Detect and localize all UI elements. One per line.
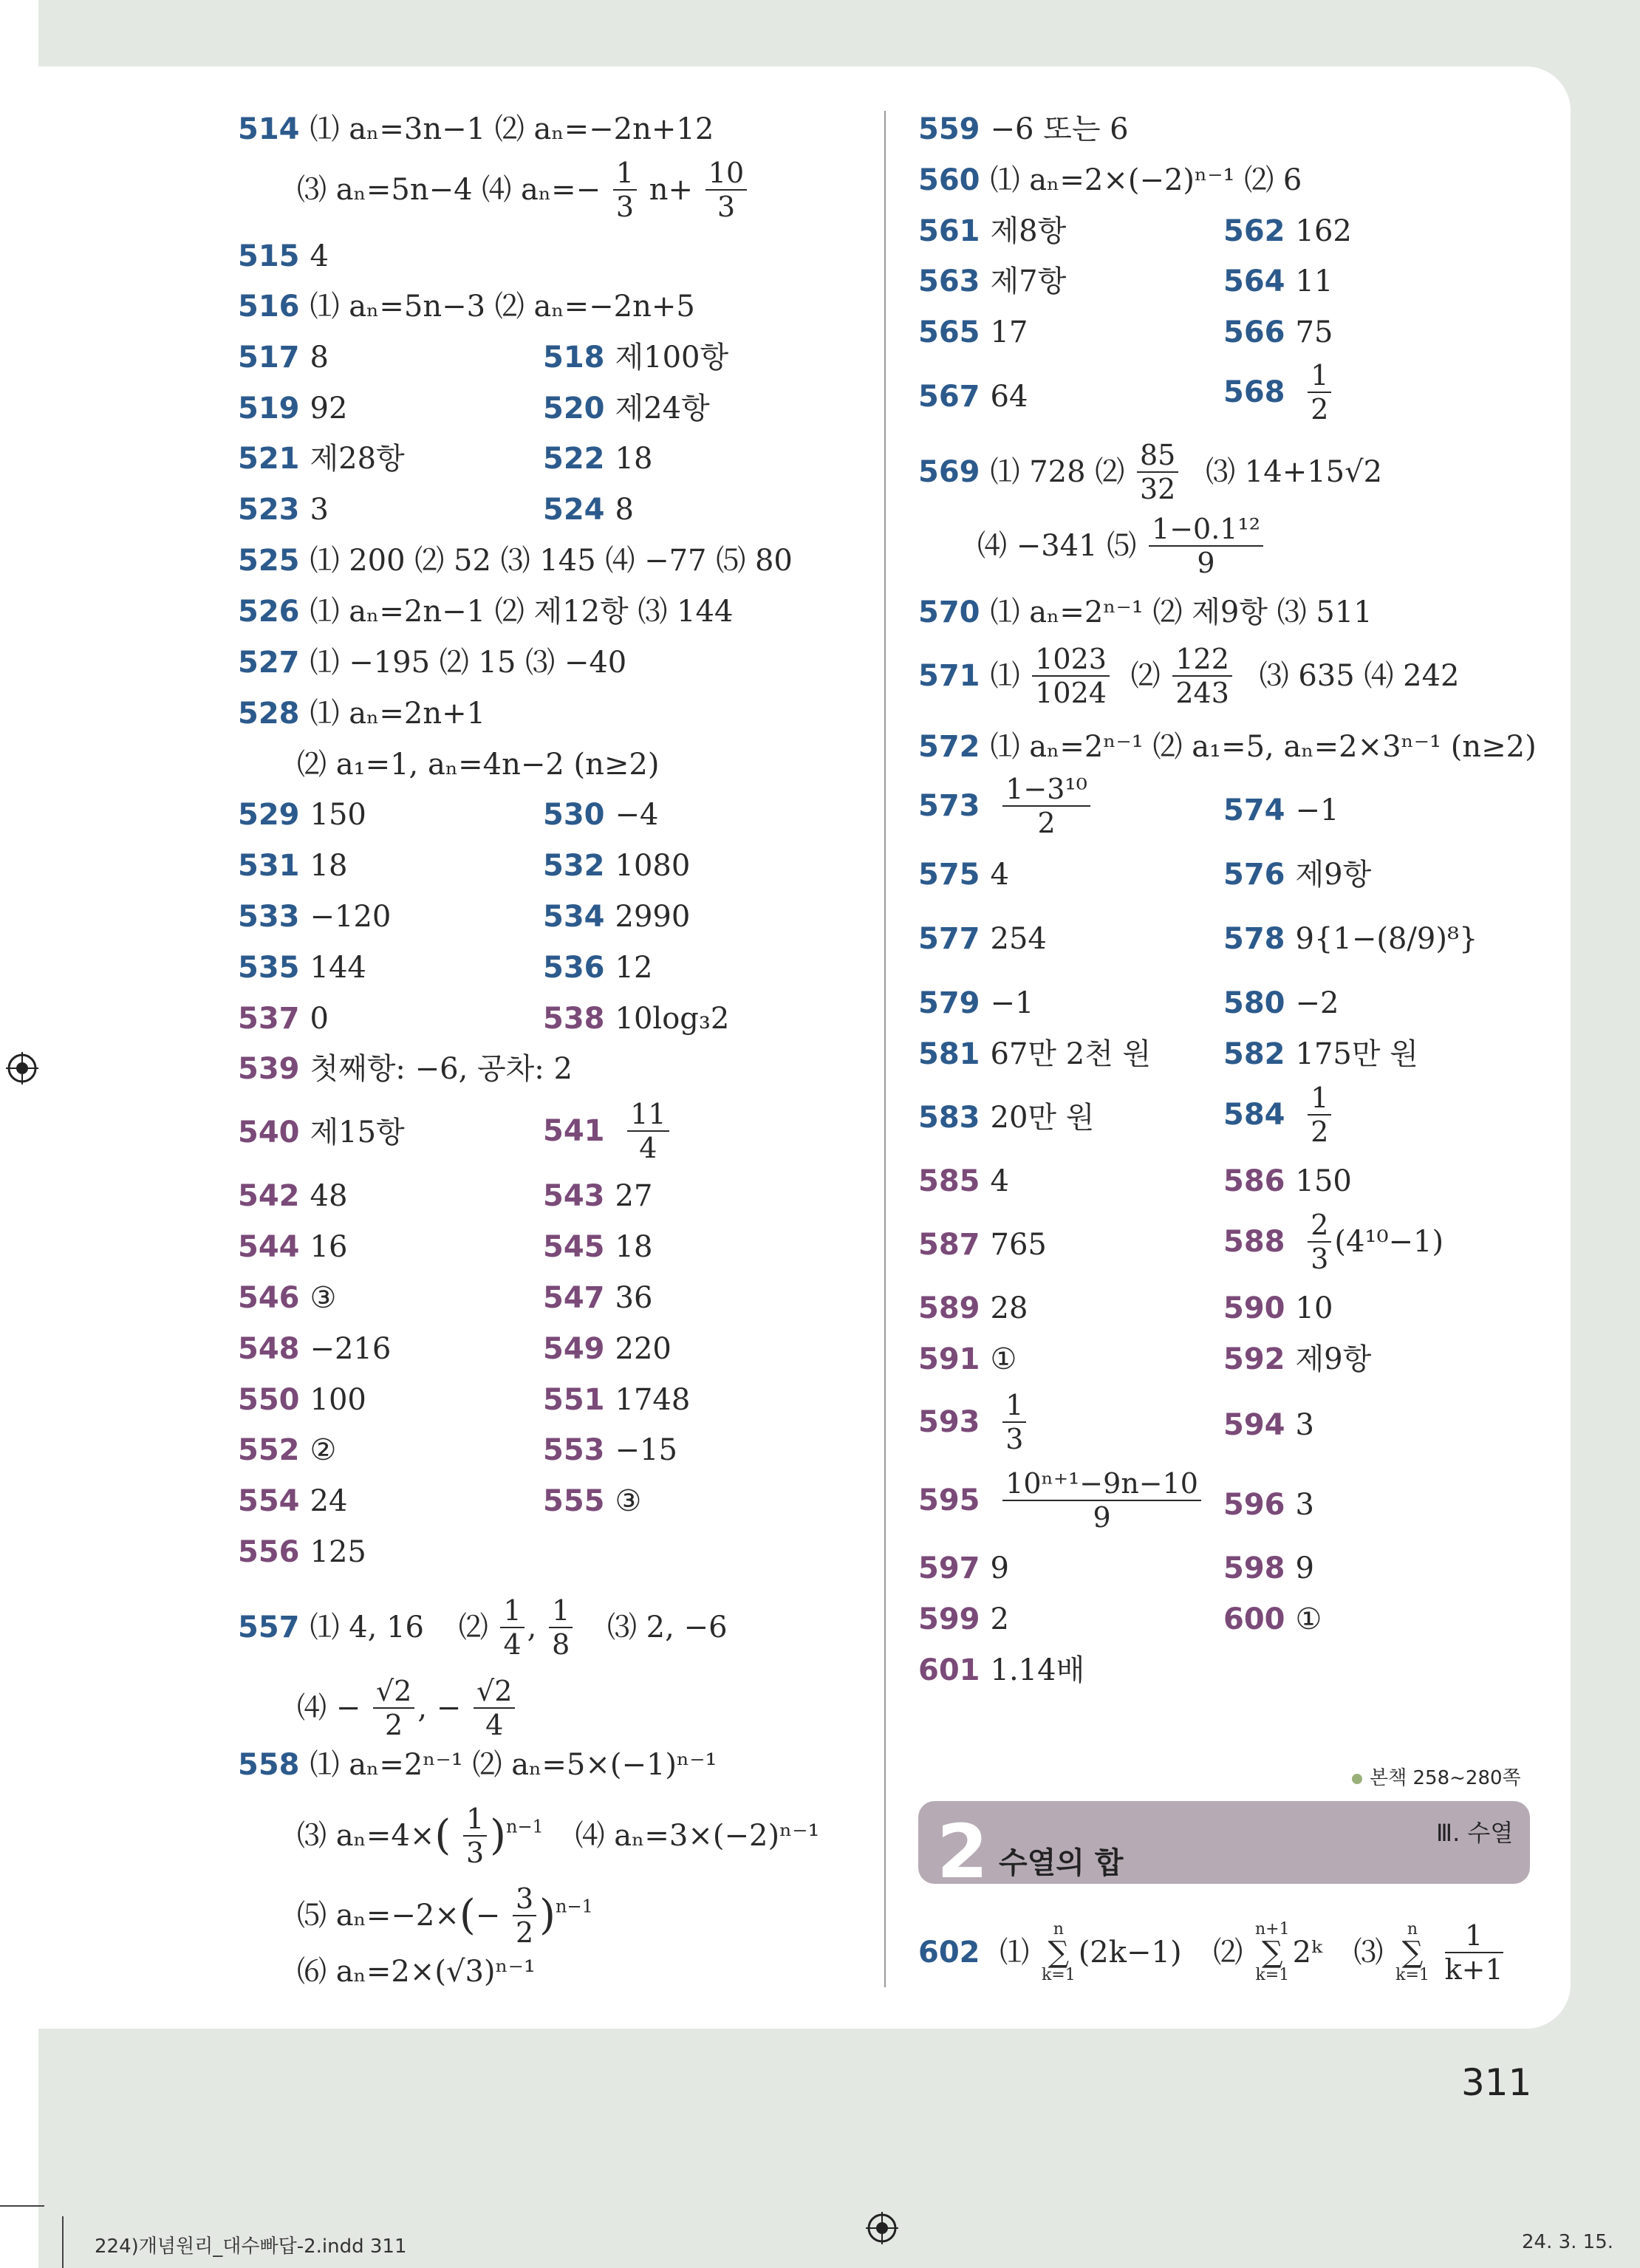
fraction: $\frac{2}{3}$: [1308, 1209, 1331, 1275]
answer-538: 538 10log₃2: [543, 1002, 730, 1036]
fraction: $\frac{1}{2}$: [1308, 1082, 1331, 1148]
answer-546: 546 ③: [238, 1281, 337, 1315]
fraction: $\frac{3}{2}$: [513, 1882, 536, 1949]
answer-575: 575 4: [918, 858, 1009, 892]
answer-535: 535 144: [238, 951, 366, 985]
answer-580: 580 −2: [1223, 986, 1339, 1020]
answer-586: 586 150: [1223, 1164, 1352, 1198]
fraction: $\frac{1}{4}$: [500, 1594, 524, 1661]
answer-564: 564 11: [1223, 264, 1333, 298]
column-divider: [884, 111, 886, 1987]
answer-539: 539 첫째항: −6, 공차: 2: [238, 1052, 573, 1086]
answer-558-cont3: ⑹ aₙ=2×(√3)ⁿ⁻¹: [297, 1955, 536, 1989]
answer-583: 583 20만 원: [918, 1101, 1095, 1135]
answer-516: 516 ⑴ aₙ=5n−3 ⑵ aₙ=−2n+5: [238, 290, 695, 324]
answer-553: 553 −15: [543, 1433, 677, 1467]
answer-587: 587 765: [918, 1228, 1047, 1262]
answer-581: 581 67만 2천 원: [918, 1037, 1152, 1071]
answer-523: 523 3: [238, 493, 329, 527]
answer-582: 582 175만 원: [1223, 1037, 1418, 1071]
answer-565: 565 17: [918, 315, 1028, 349]
answer-520: 520 제24항: [543, 392, 710, 426]
answer-531: 531 18: [238, 849, 348, 883]
answer-585: 585 4: [918, 1164, 1009, 1198]
answer-551: 551 1748: [543, 1383, 691, 1417]
answer-552: 552 ②: [238, 1433, 337, 1467]
fraction: $\frac{85}{32}$: [1137, 439, 1178, 505]
answer-584: 584 $\frac{1}{2}$: [1223, 1082, 1334, 1148]
registration-mark-icon: [866, 2212, 898, 2244]
answer-593: 593 $\frac{1}{3}$: [918, 1389, 1029, 1455]
answer-544: 544 16: [238, 1230, 348, 1264]
answer-562: 562 162: [1223, 214, 1352, 248]
answer-548: 548 −216: [238, 1332, 392, 1366]
answer-600: 600 ①: [1223, 1602, 1322, 1636]
sigma: n ∑ k=1: [1395, 1920, 1429, 1984]
sigma: n+1 ∑ k=1: [1255, 1920, 1290, 1984]
answer-542: 542 48: [238, 1179, 348, 1213]
answer-524: 524 8: [543, 493, 634, 527]
answer-528: 528 ⑴ aₙ=2n+1: [238, 697, 486, 731]
section-number: 2: [937, 1808, 988, 1895]
answer-576: 576 제9항: [1223, 858, 1372, 892]
answer-602: 602 ⑴ n ∑ k=1(2k−1) ⑵ n+1 ∑ k=12ᵏ ⑶ n ∑ k=1 $\frac{1}{k+1}$: [918, 1919, 1503, 1986]
answer-517: 517 8: [238, 341, 329, 375]
answer-591: 591 ①: [918, 1342, 1017, 1376]
crop-mark: [0, 2205, 44, 2207]
answer-514-cont: ⑶ aₙ=5n−4 ⑷ aₙ=− $\frac{1}{3}$ n+ $\frac{10}{3}$: [297, 157, 750, 223]
answer-567: 567 64: [918, 380, 1028, 414]
answer-571: 571 ⑴ $\frac{1023}{1024}$ ⑵ $\frac{122}{243}$ ⑶ 635 ⑷ 242: [918, 643, 1460, 709]
answer-596: 596 3: [1223, 1488, 1314, 1522]
answer-530: 530 −4: [543, 798, 659, 832]
answer-541: 541 $\frac{11}{4}$: [543, 1098, 672, 1164]
answer-519: 519 92: [238, 392, 348, 426]
fraction: $\frac{1}{k+1}$: [1444, 1919, 1503, 1986]
answer-522: 522 18: [543, 442, 653, 476]
answer-592: 592 제9항: [1223, 1342, 1372, 1376]
answer-590: 590 10: [1223, 1291, 1333, 1325]
answer-594: 594 3: [1223, 1408, 1314, 1442]
answer-534: 534 2990: [543, 900, 691, 934]
answer-557-cont: ⑷ − $\frac{√2}{2}$ , − $\frac{√2}{4}$: [297, 1675, 518, 1741]
fraction: $\frac{\text{1−0.1¹²}}{9}$: [1149, 513, 1263, 579]
answer-566: 566 75: [1223, 315, 1333, 349]
answer-555: 555 ③: [543, 1484, 642, 1518]
answer-533: 533 −120: [238, 900, 392, 934]
answer-518: 518 제100항: [543, 341, 729, 375]
fraction: $\frac{\text{1−3¹⁰}}{2}$: [1002, 773, 1090, 839]
answer-597: 597 9: [918, 1551, 1009, 1585]
answer-515: 515 4: [238, 239, 329, 273]
fraction: $\frac{1}{3}$: [613, 157, 637, 223]
answer-595: 595 $\frac{\text{10ⁿ⁺¹−9n−10}}{9}$: [918, 1467, 1204, 1534]
answer-601: 601 1.14배: [918, 1653, 1085, 1687]
footer-filename: 224)개념원리_대수빠답-2.indd 311: [95, 2235, 407, 2258]
answer-569: 569 ⑴ 728 ⑵ $\frac{85}{32}$ ⑶ 14+15√2: [918, 439, 1383, 505]
answer-532: 532 1080: [543, 849, 691, 883]
footer-date: 24. 3. 15.: [1522, 2231, 1614, 2253]
answer-599: 599 2: [918, 1602, 1009, 1636]
answer-514: 514 ⑴ aₙ=3n−1 ⑵ aₙ=−2n+12: [238, 112, 714, 146]
answer-569-cont: ⑷ −341 ⑸ $\frac{\text{1−0.1¹²}}{9}$: [977, 513, 1266, 579]
answer-526: 526 ⑴ aₙ=2n−1 ⑵ 제12항 ⑶ 144: [238, 595, 734, 629]
fraction: $\frac{11}{4}$: [627, 1098, 669, 1164]
answer-547: 547 36: [543, 1281, 653, 1315]
answer-536: 536 12: [543, 951, 653, 985]
answer-563: 563 제7항: [918, 264, 1067, 298]
section-title: 수열의 합: [999, 1846, 1124, 1880]
fraction: $\frac{10}{3}$: [705, 157, 747, 223]
sigma: n ∑ k=1: [1041, 1920, 1076, 1984]
fraction: $\frac{√2}{4}$: [474, 1675, 515, 1741]
fraction: $\frac{1}{8}$: [549, 1594, 573, 1661]
answer-560: 560 ⑴ aₙ=2×(−2)ⁿ⁻¹ ⑵ 6: [918, 163, 1302, 197]
reference-note: 본책 258~280쪽: [1352, 1763, 1521, 1790]
fraction: $\frac{\text{10ⁿ⁺¹−9n−10}}{9}$: [1002, 1467, 1201, 1534]
fraction: $\frac{1}{3}$: [1002, 1389, 1026, 1455]
answer-577: 577 254: [918, 922, 1047, 956]
answer-558: 558 ⑴ aₙ=2ⁿ⁻¹ ⑵ aₙ=5×(−1)ⁿ⁻¹: [238, 1748, 717, 1782]
answer-550: 550 100: [238, 1383, 366, 1417]
fraction: $\frac{1}{2}$: [1308, 359, 1331, 426]
answer-549: 549 220: [543, 1332, 672, 1366]
answer-525: 525 ⑴ 200 ⑵ 52 ⑶ 145 ⑷ −77 ⑸ 80: [238, 544, 793, 578]
answer-529: 529 150: [238, 798, 366, 832]
answer-570: 570 ⑴ aₙ=2ⁿ⁻¹ ⑵ 제9항 ⑶ 511: [918, 595, 1373, 629]
crop-mark: [62, 2216, 64, 2268]
fraction: $\frac{1}{3}$: [463, 1803, 487, 1869]
registration-mark-icon: [6, 1052, 38, 1085]
answer-521: 521 제28항: [238, 442, 405, 476]
answer-561: 561 제8항: [918, 214, 1067, 248]
answer-573: 573 $\frac{\text{1−3¹⁰}}{2}$: [918, 773, 1093, 839]
fraction: $\frac{1023}{1024}$: [1032, 643, 1110, 709]
fraction: $\frac{√2}{2}$: [373, 1675, 414, 1741]
answer-578: 578 9{1−(8/9)⁸}: [1223, 922, 1478, 956]
answer-537: 537 0: [238, 1002, 329, 1036]
answer-545: 545 18: [543, 1230, 653, 1264]
section-unit: Ⅲ. 수열: [1436, 1819, 1514, 1847]
answer-527: 527 ⑴ −195 ⑵ 15 ⑶ −40: [238, 646, 627, 680]
answer-568: 568 $\frac{1}{2}$: [1223, 359, 1334, 426]
answer-556: 556 125: [238, 1535, 366, 1569]
answer-588: 588 $\frac{2}{3}$ (4¹⁰−1): [1223, 1209, 1444, 1275]
answer-558-cont2: ⑸ aₙ=−2×(− $\frac{3}{2}$ )$^{n-1}$: [297, 1882, 593, 1949]
answer-574: 574 −1: [1223, 793, 1339, 827]
answer-554: 554 24: [238, 1484, 348, 1518]
bullet-icon: [1352, 1774, 1362, 1784]
answer-528-cont: ⑵ a₁=1, aₙ=4n−2 (n≥2): [297, 748, 660, 782]
answer-572: 572 ⑴ aₙ=2ⁿ⁻¹ ⑵ a₁=5, aₙ=2×3ⁿ⁻¹ (n≥2): [918, 730, 1537, 764]
answer-543: 543 27: [543, 1179, 653, 1213]
fraction: $\frac{122}{243}$: [1172, 643, 1232, 709]
answer-589: 589 28: [918, 1291, 1028, 1325]
answer-559: 559 −6 또는 6: [918, 112, 1129, 146]
answer-598: 598 9: [1223, 1551, 1314, 1585]
answer-557: 557 ⑴ 4, 16 ⑵ $\frac{1}{4}$ , $\frac{1}{8}$ ⑶ 2, −6: [238, 1594, 728, 1661]
answer-579: 579 −1: [918, 986, 1034, 1020]
answer-540: 540 제15항: [238, 1116, 405, 1150]
answer-558-cont: ⑶ aₙ=4×( $\frac{1}{3}$ )$^{n-1}$ ⑷ aₙ=3×(−2)ⁿ⁻¹: [297, 1803, 820, 1869]
page-number: 311: [1461, 2061, 1532, 2104]
